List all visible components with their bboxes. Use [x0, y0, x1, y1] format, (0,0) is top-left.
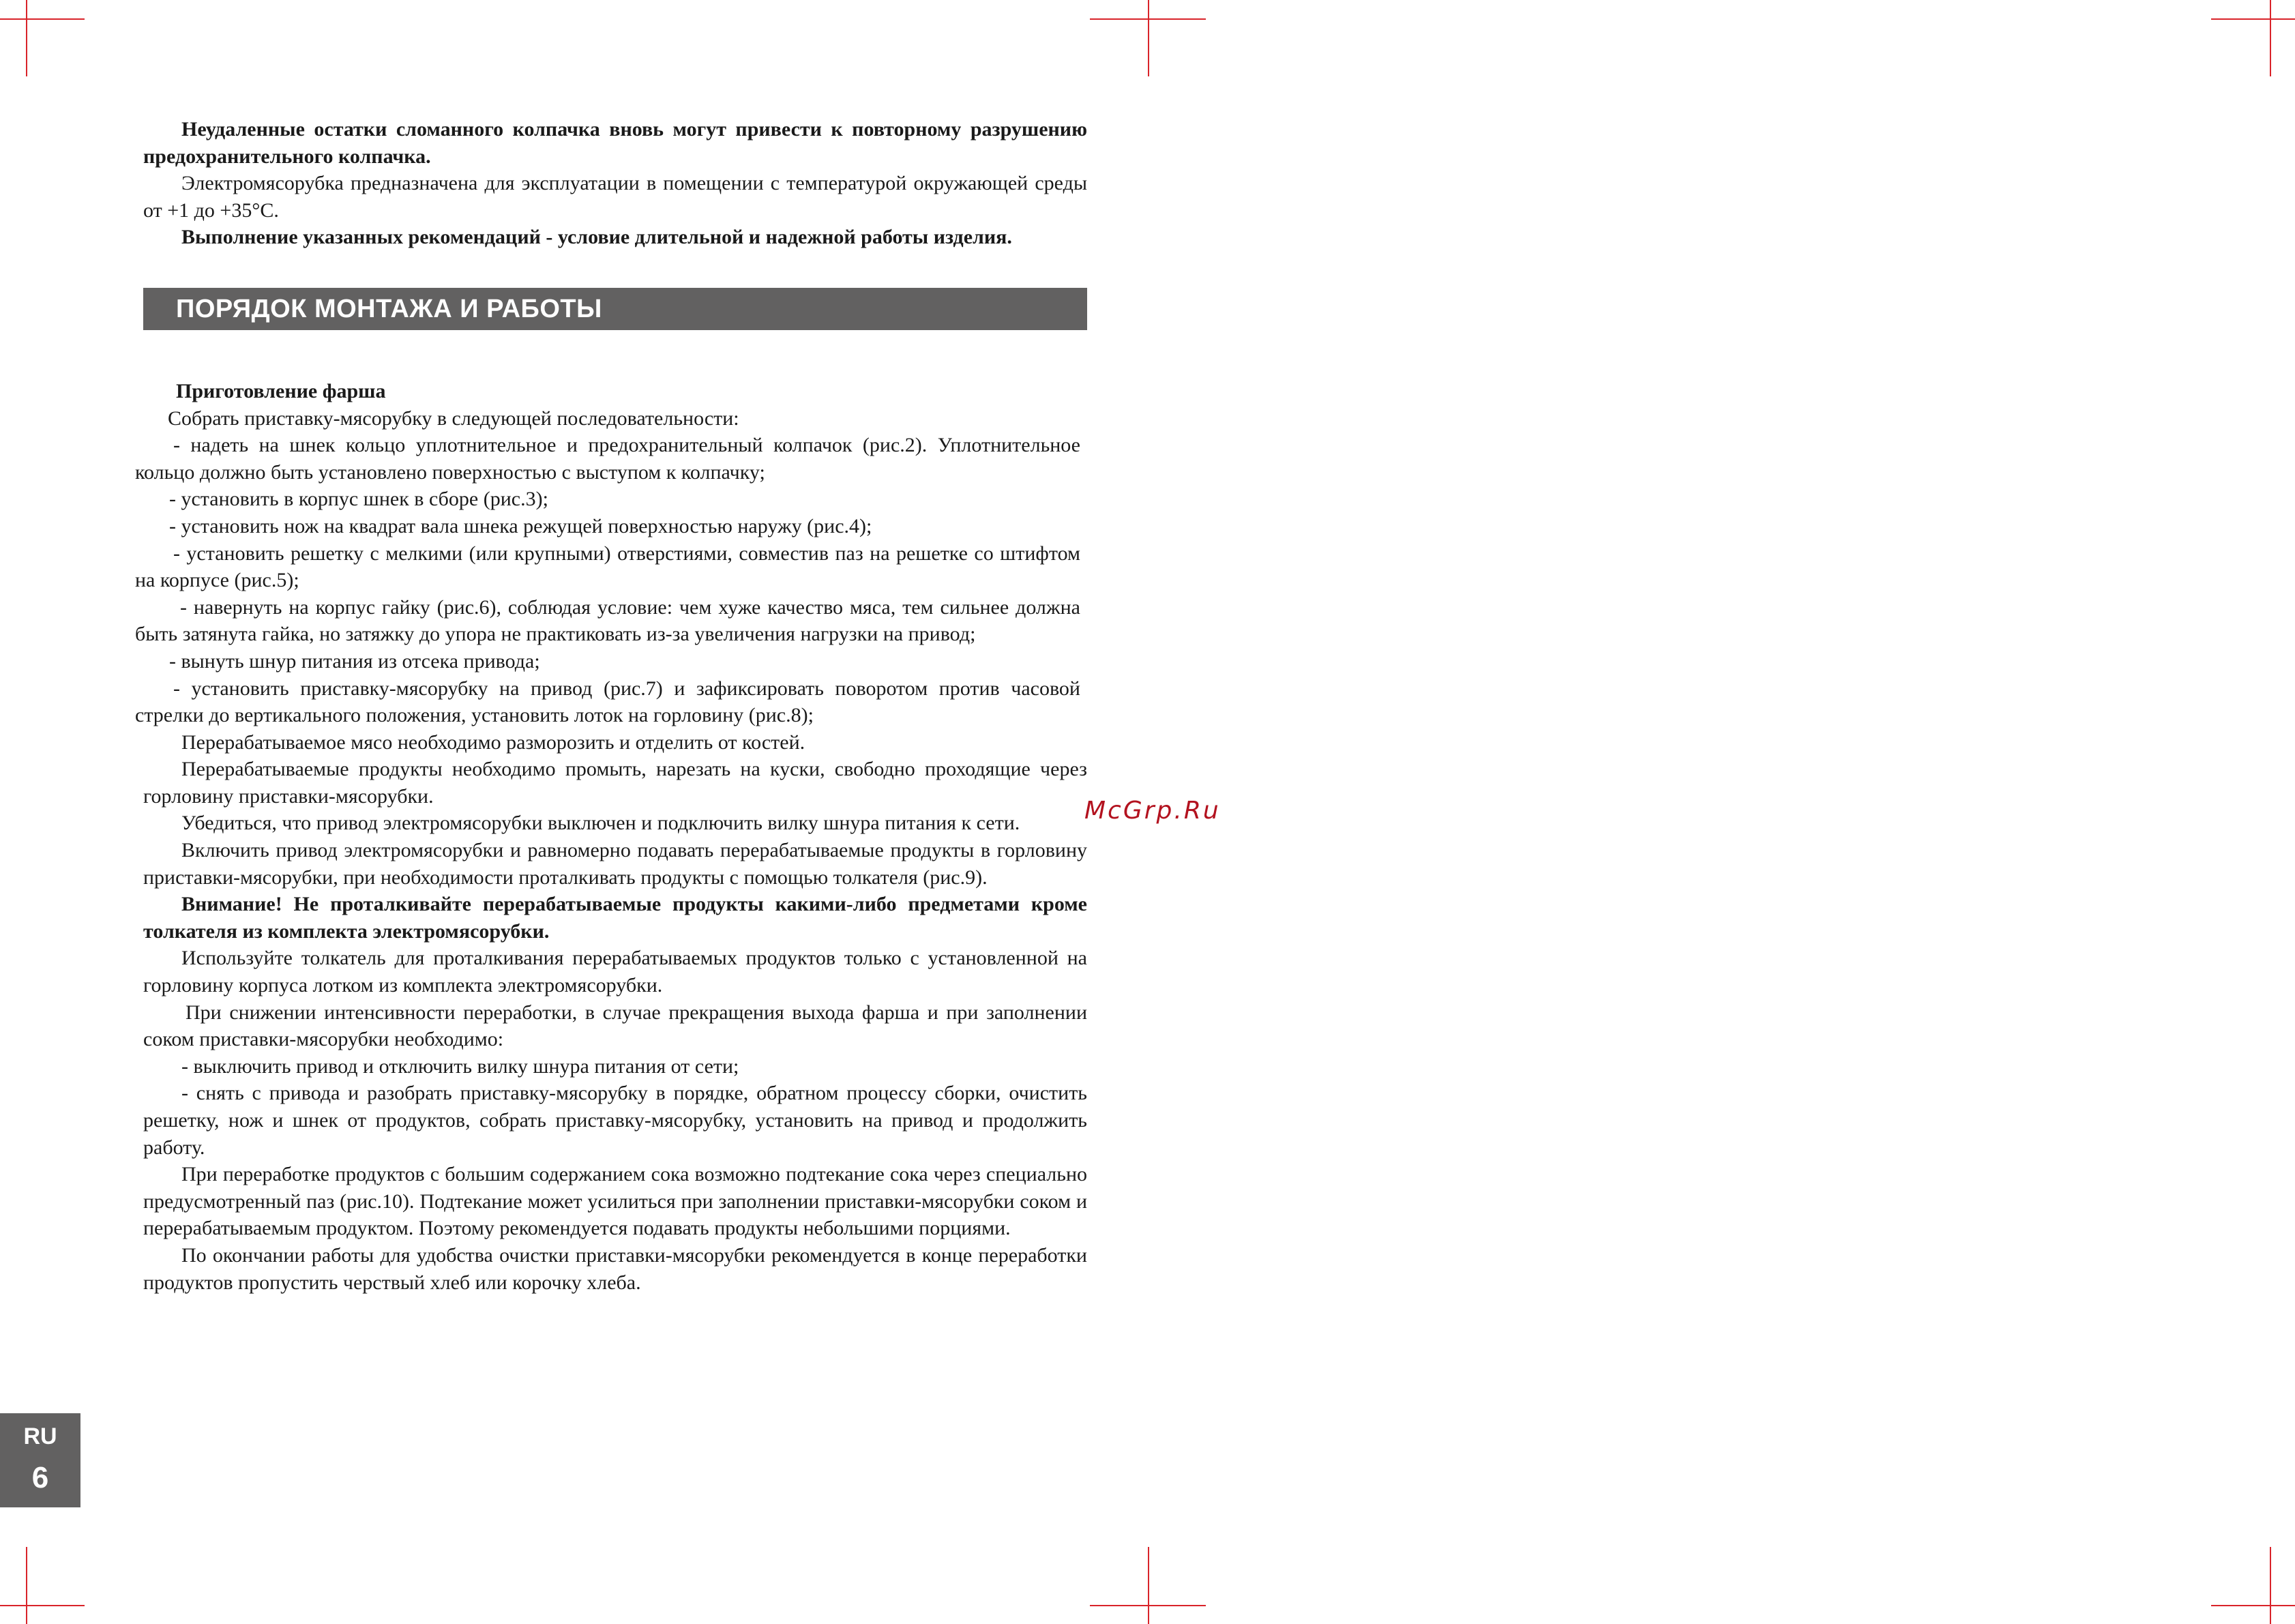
body-paragraph: Убедиться, что привод электромясорубки выключен и подключить вилку шнура питания к сети. — [181, 812, 1020, 835]
body-paragraph: При снижении интенсивности переработки, в случае прекращения выхода фарша и при заполнении соком приставки-мясорубки необходимо: — [143, 1001, 1087, 1051]
language-label: RU — [23, 1423, 57, 1449]
body-paragraph: - установить в корпус шнек в сборе (рис.3); — [169, 488, 548, 511]
page-tab — [0, 1413, 80, 1507]
crop-mark — [26, 0, 27, 76]
intro-warning-paragraph: Неудаленные остатки сломанного колпачка вновь могут привести к повторному разрушению предохранительного колпачка. — [143, 118, 1087, 168]
intro-recommendation-paragraph: Выполнение указанных рекомендаций - условие длительной и надежной работы изделия. — [181, 226, 1012, 249]
intro-temperature-paragraph: Электромясорубка предназначена для эксплуатации в помещении с температурой окружающей среды от +1 до +35°С. — [143, 172, 1087, 222]
crop-mark — [1090, 18, 1206, 20]
crop-mark — [26, 1547, 27, 1624]
body-paragraph: Перерабатываемое мясо необходимо разморозить и отделить от костей. — [181, 730, 805, 754]
section-heading: ПОРЯДОК МОНТАЖА И РАБОТЫ — [143, 288, 1087, 330]
body-paragraph: - выключить привод и отключить вилку шнура питания от сети; — [181, 1054, 739, 1078]
warning-paragraph: Внимание! Не проталкивайте перерабатываемые продукты какими-либо предметами кроме толкателя из комплекта электромясорубки. — [143, 893, 1087, 943]
body-paragraph: Перерабатываемые продукты необходимо промыть, нарезать на куски, свободно проходящие через горловину приставки-мясорубки. — [143, 758, 1087, 808]
crop-mark — [1148, 0, 1149, 76]
body-paragraph: - вынуть шнур питания из отсека привода; — [169, 649, 540, 673]
page-number: 6 — [31, 1461, 49, 1494]
crop-mark — [2270, 1547, 2271, 1624]
body-paragraph: Собрать приставку-мясорубку в следующей последовательности: — [168, 407, 739, 430]
body-paragraph: - снять с привода и разобрать приставку-мясорубку в порядке, обратном процессу сборки, очистить решетку, нож и шнек от продуктов, собрать приставку-мясорубку, установить на привод и продолжить работу. — [143, 1082, 1087, 1159]
crop-mark — [2211, 1605, 2295, 1606]
body-paragraph: - установить решетку с мелкими (или крупными) отверстиями, совместив паз на решетке со штифтом на корпусе (рис.5); — [135, 542, 1080, 592]
body-paragraph: Включить привод электромясорубки и равномерно подавать перерабатываемые продукты в горловину приставки-мясорубки, при необходимости проталкивать продукты с помощью толкателя (рис.9). — [143, 839, 1087, 889]
crop-mark — [0, 18, 85, 20]
crop-mark — [2211, 18, 2295, 20]
body-paragraph: - установить нож на квадрат вала шнека режущей поверхностью наружу (рис.4); — [169, 514, 872, 537]
body-paragraph: - установить приставку-мясорубку на привод (рис.7) и зафиксировать поворотом против часовой стрелки до вертикального положения, установить лоток на горловину (рис.8); — [135, 677, 1080, 727]
subheading: Приготовление фарша — [176, 379, 386, 402]
watermark: McGrp.Ru — [1084, 797, 1221, 825]
crop-mark — [0, 1605, 85, 1606]
body-paragraph: При переработке продуктов с большим содержанием сока возможно подтекание сока через специально предусмотренный паз (рис.10). Подтекание может усилиться при заполнении приставки-мясорубки соком и перерабатываемым продуктом. Поэтому рекомендуется подавать продукты небольшими порциями. — [143, 1163, 1087, 1240]
crop-mark — [2270, 0, 2271, 76]
body-paragraph: По окончании работы для удобства очистки приставки-мясорубки рекомендуется в конце переработки продуктов пропустить черствый хлеб или корочку хлеба. — [143, 1243, 1087, 1294]
crop-mark — [1090, 1605, 1206, 1606]
crop-mark — [1148, 1547, 1149, 1624]
body-paragraph: - навернуть на корпус гайку (рис.6), соблюдая условие: чем хуже качество мяса, тем сильнее должна быть затянута гайка, но затяжку до упора не практиковать из-за увеличения нагрузки на привод; — [135, 595, 1080, 646]
body-paragraph: - надеть на шнек кольцо уплотнительное и предохранительный колпачок (рис.2). Уплотнительное кольцо должно быть установлено поверхностью с выступом к колпачку; — [135, 434, 1080, 484]
text-column — [135, 116, 1087, 1296]
body-paragraph: Используйте толкатель для проталкивания перерабатываемых продуктов только с установленной на горловину корпуса лотком из комплекта электромясорубки. — [143, 947, 1087, 997]
